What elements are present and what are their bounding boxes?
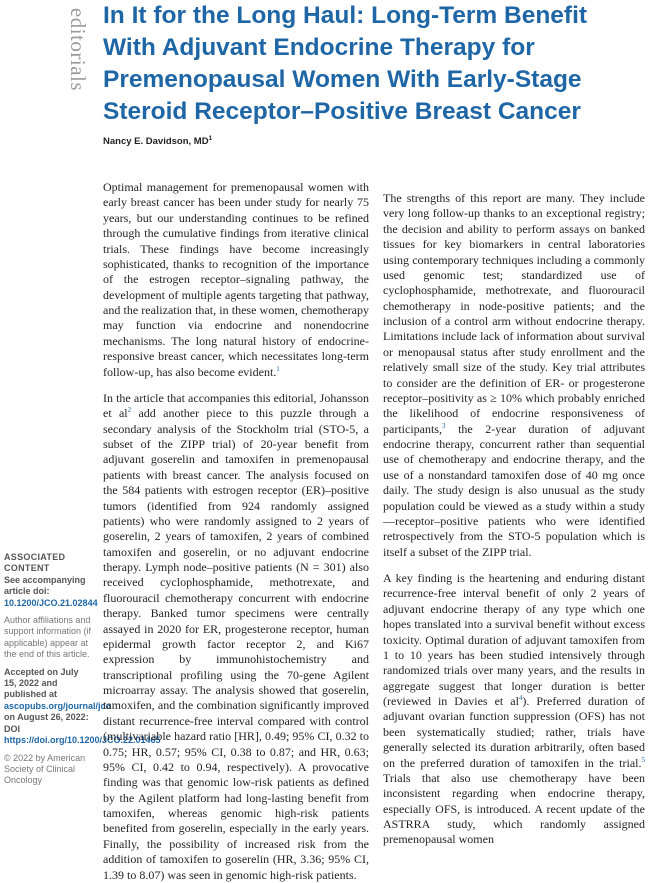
article-sidebar	[4, 552, 161, 793]
journal-link[interactable]: ascopubs.org/journal/jco	[4, 700, 112, 711]
paragraph-4: A key finding is the heartening and enduring distant recurrence-free interval benefit of only 2 years of adjuvant endocrine therapy of any type which one hopes translated into a survival benefit without excess toxicity. Optimal duration of adjuvant tamoxifen from 1 to 10 years has been studied intensively through randomized trials over many years, and the results in aggregate suggest that longer duration is better (reviewed in Davies et $al^4$). Preferred duration of adjuvant ovarian function suppression (OFS) has not been systematically studied; rather, trials have generally selected its duration arbitrarily, often based on the preferred duration of tamoxifen in the trial.$^5$ Trials that also use chemotherapy have been inconsistent regarding when endocrine therapy, especially OFS, is introduced. A recent update of the ASTRRA study, which randomly assigned premenopausal women	[383, 571, 645, 847]
paragraph-2: In the article that accompanies this editorial, Johansson et $al^2$ add another piece to this puzzle through a secondary analysis of the Stockholm trial (STO-5, a subset of the ZIPP trial) of 20-year benefit from adjuvant goserelin and tamoxifen in premenopausal patients with breast cancer. The analysis focused on the 584 patients with estrogen receptor (ER)–positive tumors (identified from 924 randomly assigned patients) who were randomly assigned to 2 years of goserelin, 2 years of tamoxifen, 2 years of combined tamoxifen and goserelin, or no adjuvant endocrine therapy. Lymph node–positive patients (N = 301) also received cyclophosphamide, methotrexate, and fluorouracil chemotherapy concurrent with endocrine therapy. Banked tumor specimens were centrally assayed in 2020 for ER, progesterone receptor, human epidermal growth factor receptor 2, and Ki67 expression by immunohistochemistry and transcriptional profiling using the 70-gene Agilent microarray assay. The analysis showed that goserelin, tamoxifen, and the combination significantly improved distant recurrence-free interval compared with control (multivariable hazard ratio [HR], 0.49; 95% CI, 0.32 to 0.75; HR, 0.57; 95% CI, 0.38 to 0.87; and HR, 0.63; 95% CI, 0.42 to 0.94, respectively). A provocative finding was that genomic low-risk patients as defined by the Agilent platform had long-lasting benefit from tamoxifen, whereas genomic high-risk patients benefited from goserelin, especially in the early years. Finally, the possibility of increased risk from the addition of tamoxifen to goserelin (HR, 3.36; 95% CI, 1.39 to 8.07) was seen in genomic high-risk patients.	[103, 390, 370, 882]
reference-marker[interactable]: 2	[127, 406, 132, 415]
author-affiliation-mark: 1	[208, 135, 213, 142]
affiliations-note: Author affiliations and support information (if applicable) appear at the end of this article.	[4, 615, 92, 660]
reference-marker[interactable]: 3	[441, 421, 446, 430]
article-title: In It for the Long Haul: Long-Term Benefit With Adjuvant Endocrine Therapy for Premenopausal Women With Early-Stage Steroid Receptor–Positive Breast Cancer	[103, 2, 588, 125]
associated-doi-link[interactable]: 10.1200/JCO.21.02844	[4, 597, 98, 608]
author-name: Nancy E. Davidson, MD	[103, 136, 209, 148]
body-column-right	[383, 180, 645, 847]
body-column-left	[103, 180, 370, 882]
reference-marker[interactable]: 1	[276, 364, 280, 373]
article-doi-link[interactable]: https://doi.org/10.1200/JCO.22.01465	[4, 735, 161, 746]
reference-marker[interactable]: 4	[518, 694, 523, 702]
section-label: editorials	[66, 7, 91, 91]
paragraph-1: Optimal management for premenopausal women with early breast cancer has been under study for nearly 75 years, but our understanding continues to be refined through the cumulative findings from iterative clinical trials. These findings have become increasingly sophisticated, thanks to recognition of the importance of the estrogen receptor–signaling pathway, the development of multiple agents targeting that pathway, and the realization that, in these women, chemotherapy may function via endocrine and nonendocrine mechanisms. The long natural history of endocrine-responsive breast cancer, which necessitates long-term follow-up, has also become evident.$^1$	[103, 180, 369, 379]
associated-article: See accompanying article doi: 10.1200/JCO.21.02844	[4, 574, 98, 608]
copyright: © 2022 by American Society of Clinical Oncology	[4, 752, 86, 786]
sidebar-heading: ASSOCIATED CONTENT	[4, 552, 66, 574]
reference-marker[interactable]: 5	[641, 755, 645, 764]
author-line	[103, 135, 212, 147]
publication-info: Accepted on July 15, 2022 and published at ascopubs.org/journal/jco on August 26, 2022: DOI https://doi.org/10.1200/JCO.22.01465	[4, 666, 161, 746]
paragraph-3: The strengths of this report are many. They include very long follow-up thanks to an exceptional registry; the decision and ability to perform assays on banked tissues for key biomarkers in central laboratories using contemporary techniques including a commonly used genomic test; standardized use of cyclophosphamide, methotrexate, and fluorouracil chemotherapy in node-positive patients; and the inclusion of a control arm without endocrine therapy. Limitations include lack of information about survival or menopausal status after study enrollment and the relatively small size of the study. Key trial attributes to consider are the definition of ER- or progesterone receptor–positivity as ≥ 10% which probably enriched the likelihood of endocrine responsiveness of participants,$^3$ the 2-year duration of adjuvant endocrine therapy, concurrent rather than sequential use of chemotherapy and endocrine therapy, and the use of a nonstandard tamoxifen dose of 40 mg once daily. The study design is also unusual as the study population could be viewed as a study within a study—receptor–positive patients who were identified retrospectively from the STO-5 population which is itself a subset of the ZIPP trial.	[383, 191, 645, 559]
